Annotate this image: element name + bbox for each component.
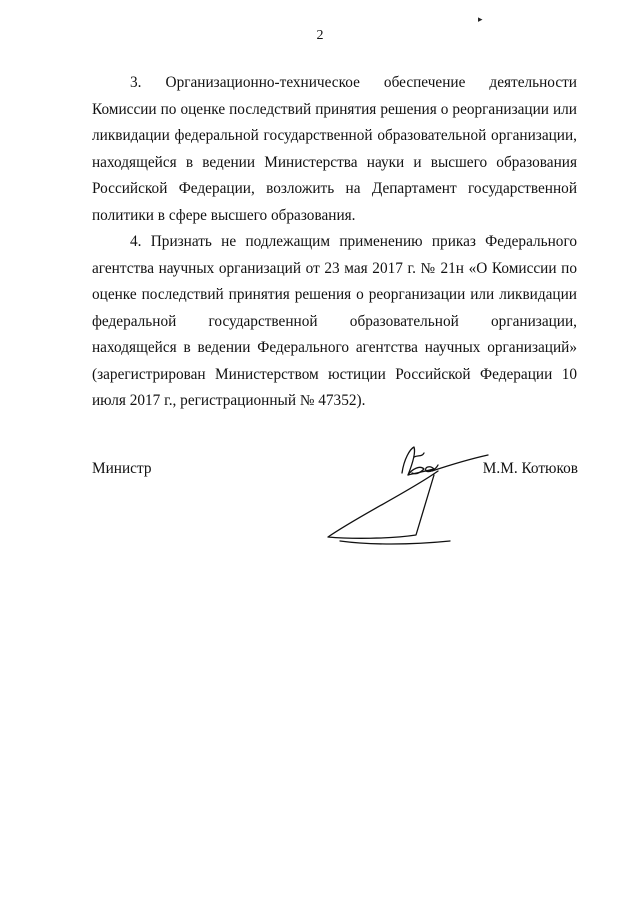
scan-mark: ▸ [478, 14, 483, 24]
page-number: 2 [316, 28, 324, 43]
signatory-name: М.М. Котюков [482, 460, 578, 477]
document-body [92, 70, 577, 415]
paragraph-3: 3. Организационно-техническое обеспечение деятельности Комиссии по оценке последствий принятия решения о реорганизации или ликвидации федеральной государственной образовательной организации, находящейся в ведении Министерства науки и высшего образования Российской Федерации, возложить на Департамент государственной политики в сфере высшего образования. [92, 74, 577, 224]
signatory-title: Министр [92, 460, 152, 477]
paragraph-4: 4. Признать не подлежащим применению приказ Федерального агентства научных организаций от 23 мая 2017 г. № 21н «О Комиссии по оценке последствий принятия решения о реорганизации или ликвидации федеральной государственной образовательной организации, находящейся в ведении Федерального агентства научных организаций» (зарегистрирован Министерством юстиции Российской Федерации 10 июля 2017 г., регистрационный № 47352). [92, 233, 577, 409]
handwritten-signature [320, 435, 490, 555]
